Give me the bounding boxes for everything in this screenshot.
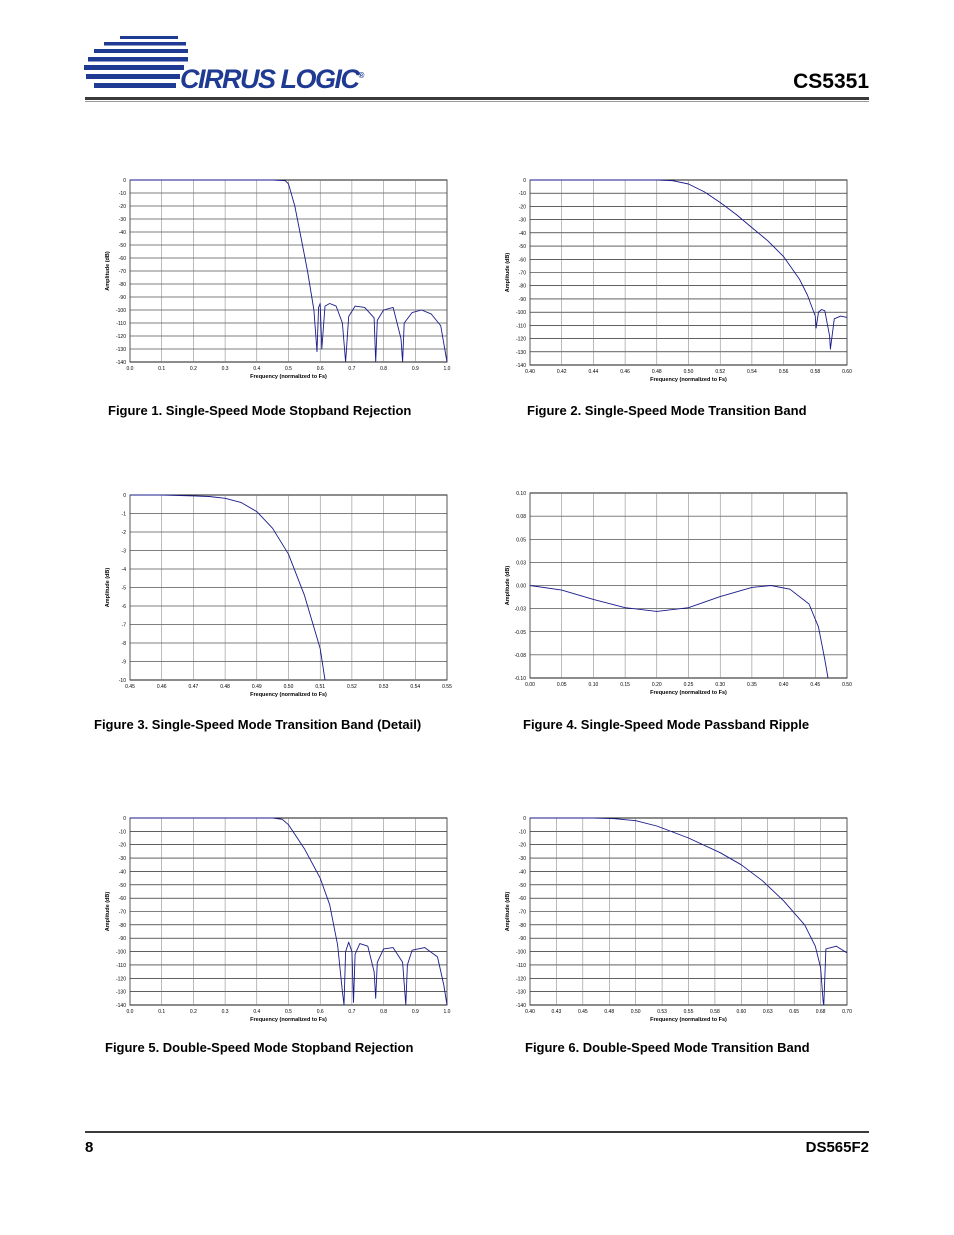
x-tick-label: 0.15 <box>620 682 630 688</box>
y-tick-label: -10 <box>518 829 526 836</box>
x-tick-label: 0.68 <box>815 1009 826 1015</box>
y-tick-label: -70 <box>518 909 526 916</box>
x-tick-label: 0.4 <box>253 366 261 372</box>
y-tick-label: -110 <box>516 962 526 969</box>
y-tick-label: -4 <box>121 567 126 573</box>
y-tick-label: 0 <box>123 493 126 499</box>
x-tick-label: 0.58 <box>710 1009 720 1015</box>
y-tick-label: -130 <box>115 989 126 996</box>
page-number: 8 <box>85 1139 94 1156</box>
x-tick-label: 0.53 <box>378 684 389 690</box>
x-tick-label: 0.1 <box>158 1009 166 1015</box>
x-tick-label: 0.47 <box>188 684 199 690</box>
y-tick-label: -140 <box>515 363 526 369</box>
x-tick-label: 0.46 <box>620 369 630 375</box>
y-tick-label: -80 <box>118 922 126 929</box>
y-tick-label: -20 <box>118 842 126 849</box>
x-tick-label: 0.35 <box>747 682 757 688</box>
x-tick-label: 0.60 <box>842 369 852 375</box>
document-id: DS565F2 <box>805 1139 869 1156</box>
figure-4-caption: Figure 4. Single-Speed Mode Passband Ripple <box>523 717 810 732</box>
figure-5-caption: Figure 5. Double-Speed Mode Stopband Rejection <box>105 1040 414 1055</box>
y-tick-label: -0.03 <box>514 606 526 613</box>
x-tick-label: 0.05 <box>556 682 567 688</box>
brand-name <box>180 64 364 95</box>
y-tick-label: -80 <box>518 922 526 929</box>
x-tick-label: 0.48 <box>220 684 230 690</box>
y-tick-label: -50 <box>118 243 126 249</box>
y-tick-label: 0.00 <box>516 583 526 590</box>
y-tick-label: -20 <box>518 842 526 849</box>
x-tick-label: 0.44 <box>588 369 599 375</box>
y-tick-label: 0 <box>523 178 526 184</box>
y-tick-label: 0 <box>523 816 526 822</box>
figure-3-chart <box>95 485 465 703</box>
y-tick-label: -30 <box>518 217 526 224</box>
x-tick-label: 0.46 <box>156 684 167 690</box>
x-tick-label: 0.55 <box>442 684 452 690</box>
y-tick-label: -110 <box>516 323 526 330</box>
y-tick-label: -140 <box>115 1003 126 1009</box>
x-tick-label: 0.45 <box>577 1009 588 1015</box>
x-tick-label: 0.54 <box>747 369 757 375</box>
x-axis-label: Frequency (normalized to Fs) <box>650 377 727 383</box>
y-axis-label: Amplitude (dB) <box>505 891 511 932</box>
x-tick-label: 0.9 <box>411 1009 419 1015</box>
x-tick-label: 0.25 <box>683 682 694 688</box>
x-tick-label: 0.49 <box>251 684 262 690</box>
x-axis-label: Frequency (normalized to Fs) <box>650 690 727 696</box>
y-tick-label: -5 <box>121 585 126 592</box>
x-tick-label: 0.3 <box>221 366 229 372</box>
x-tick-label: 0.55 <box>683 1009 694 1015</box>
header-rule-thin <box>85 101 869 102</box>
y-tick-label: -100 <box>515 949 526 956</box>
y-tick-label: -60 <box>118 256 126 262</box>
x-axis-label: Frequency (normalized to Fs) <box>250 374 327 380</box>
x-tick-label: 0.48 <box>604 1009 615 1015</box>
x-tick-label: 0.70 <box>842 1009 852 1015</box>
y-tick-label: 0.03 <box>516 560 526 567</box>
x-tick-label: 0.50 <box>630 1009 641 1015</box>
x-tick-label: 0.7 <box>348 1009 356 1015</box>
x-tick-label: 0.7 <box>348 366 356 372</box>
y-tick-label: -50 <box>118 882 126 889</box>
y-tick-label: -20 <box>118 204 126 210</box>
x-tick-label: 0.43 <box>551 1009 562 1015</box>
x-tick-label: 0.52 <box>715 369 726 375</box>
y-tick-label: -80 <box>518 283 526 290</box>
brand-text: CIRRUS LOGIC <box>180 64 359 94</box>
x-tick-label: 0.20 <box>651 682 662 688</box>
x-tick-label: 0.50 <box>842 682 852 688</box>
y-axis-label: Amplitude (dB) <box>105 567 111 608</box>
x-tick-label: 1.0 <box>443 1009 451 1015</box>
x-tick-label: 0.45 <box>125 684 135 690</box>
x-tick-label: 0.40 <box>525 1009 535 1015</box>
y-tick-label: -1 <box>121 511 126 518</box>
x-tick-label: 0.3 <box>221 1009 229 1015</box>
x-tick-label: 0.30 <box>715 682 726 688</box>
y-tick-label: -40 <box>118 869 126 876</box>
y-tick-label: -70 <box>118 909 126 916</box>
x-tick-label: 0.1 <box>158 366 166 372</box>
y-tick-label: -130 <box>515 349 526 356</box>
x-tick-label: 0.48 <box>651 369 662 375</box>
y-tick-label: -60 <box>118 896 126 903</box>
x-tick-label: 0.42 <box>556 369 567 375</box>
x-tick-label: 1.0 <box>443 366 451 372</box>
y-tick-label: -40 <box>118 230 126 236</box>
figure-3-caption: Figure 3. Single-Speed Mode Transition Band (Detail) <box>94 717 422 732</box>
document-title: CS5351 <box>793 70 869 93</box>
y-tick-label: -140 <box>115 360 126 366</box>
x-tick-label: 0.51 <box>315 684 326 690</box>
x-axis-label: Frequency (normalized to Fs) <box>650 1017 727 1023</box>
y-tick-label: -0.10 <box>514 676 526 682</box>
y-tick-label: -100 <box>115 308 126 314</box>
y-tick-label: 0.08 <box>516 514 526 521</box>
y-tick-label: -50 <box>518 244 526 251</box>
x-tick-label: 0.8 <box>380 1009 388 1015</box>
y-tick-label: 0 <box>123 178 126 184</box>
x-tick-label: 0.10 <box>588 682 599 688</box>
y-tick-label: -8 <box>121 641 126 647</box>
y-tick-label: -10 <box>118 191 126 197</box>
x-tick-label: 0.2 <box>189 1009 197 1015</box>
y-tick-label: -100 <box>515 310 526 317</box>
y-tick-label: 0.10 <box>516 491 526 497</box>
x-tick-label: 0.45 <box>810 682 821 688</box>
y-tick-label: -3 <box>121 548 126 555</box>
footer-rule <box>85 1131 869 1133</box>
x-tick-label: 0.2 <box>189 366 197 372</box>
y-tick-label: -70 <box>518 270 526 277</box>
y-tick-label: -60 <box>518 257 526 264</box>
x-tick-label: 0.6 <box>316 366 324 372</box>
y-tick-label: -30 <box>118 856 126 863</box>
y-tick-label: -2 <box>121 530 126 536</box>
y-tick-label: -140 <box>515 1003 526 1009</box>
x-tick-label: 0.00 <box>525 682 535 688</box>
figure-5-chart <box>95 808 465 1028</box>
x-axis-label: Frequency (normalized to Fs) <box>250 1017 327 1023</box>
figure-2-caption: Figure 2. Single-Speed Mode Transition Band <box>527 403 807 418</box>
figure-6-caption: Figure 6. Double-Speed Mode Transition Band <box>525 1040 810 1055</box>
x-tick-label: 0.40 <box>778 682 789 688</box>
x-tick-label: 0.40 <box>525 369 535 375</box>
x-tick-label: 0.54 <box>410 684 421 690</box>
y-axis-label: Amplitude (dB) <box>105 251 111 291</box>
x-tick-label: 0.58 <box>810 369 821 375</box>
y-tick-label: -110 <box>116 962 126 969</box>
y-tick-label: -40 <box>518 230 526 237</box>
x-tick-label: 0.50 <box>683 369 694 375</box>
y-tick-label: -10 <box>118 829 126 836</box>
y-tick-label: -30 <box>118 217 126 223</box>
x-tick-label: 0.0 <box>126 366 134 372</box>
y-tick-label: -90 <box>118 295 126 301</box>
y-tick-label: -50 <box>518 882 526 889</box>
y-tick-label: -130 <box>115 347 126 353</box>
x-tick-label: 0.5 <box>285 1009 292 1015</box>
x-tick-label: 0.53 <box>657 1009 667 1015</box>
y-tick-label: -60 <box>518 896 526 903</box>
x-tick-label: 0.6 <box>316 1009 324 1015</box>
y-tick-label: -120 <box>515 336 526 343</box>
x-tick-label: 0.9 <box>411 366 419 372</box>
figure-6-chart <box>495 808 865 1028</box>
figure-2-chart <box>495 170 865 388</box>
y-tick-label: -30 <box>518 856 526 863</box>
y-tick-label: -7 <box>121 622 126 629</box>
y-tick-label: -120 <box>115 334 126 340</box>
figure-1-chart <box>95 170 465 385</box>
y-tick-label: 0 <box>123 816 126 822</box>
header-rule <box>85 97 869 100</box>
figure-4-chart <box>495 483 865 701</box>
x-tick-label: 0.52 <box>347 684 357 690</box>
y-tick-label: -70 <box>118 269 126 275</box>
x-tick-label: 0.4 <box>253 1009 261 1015</box>
y-tick-label: -0.08 <box>514 652 526 659</box>
registered-mark: ® <box>358 71 365 80</box>
y-tick-label: -90 <box>518 296 526 303</box>
y-tick-label: -100 <box>115 949 126 956</box>
figure-1-caption: Figure 1. Single-Speed Mode Stopband Rejection <box>108 403 412 418</box>
y-tick-label: -90 <box>518 936 526 943</box>
y-tick-label: -9 <box>121 659 126 666</box>
x-tick-label: 0.56 <box>778 369 789 375</box>
y-tick-label: -10 <box>518 191 526 198</box>
y-tick-label: -80 <box>118 282 126 288</box>
y-tick-label: -120 <box>115 976 126 983</box>
x-tick-label: 0.65 <box>789 1009 800 1015</box>
x-tick-label: 0.5 <box>285 366 292 372</box>
y-tick-label: -20 <box>518 204 526 211</box>
y-tick-label: 0.05 <box>516 537 526 544</box>
x-tick-label: 0.50 <box>283 684 294 690</box>
y-tick-label: -10 <box>118 678 126 684</box>
y-tick-label: -110 <box>116 321 126 327</box>
y-tick-label: -40 <box>518 869 526 876</box>
y-axis-label: Amplitude (dB) <box>105 891 111 932</box>
y-tick-label: -0.05 <box>514 629 526 636</box>
x-tick-label: 0.0 <box>126 1009 134 1015</box>
x-tick-label: 0.60 <box>736 1009 747 1015</box>
x-tick-label: 0.63 <box>762 1009 773 1015</box>
x-axis-label: Frequency (normalized to Fs) <box>250 692 327 698</box>
y-axis-label: Amplitude (dB) <box>505 565 511 606</box>
y-tick-label: -130 <box>515 989 526 996</box>
y-tick-label: -120 <box>515 976 526 983</box>
y-axis-label: Amplitude (dB) <box>505 252 511 293</box>
x-tick-label: 0.8 <box>380 366 388 372</box>
y-tick-label: -6 <box>121 604 126 610</box>
y-tick-label: -90 <box>118 936 126 943</box>
